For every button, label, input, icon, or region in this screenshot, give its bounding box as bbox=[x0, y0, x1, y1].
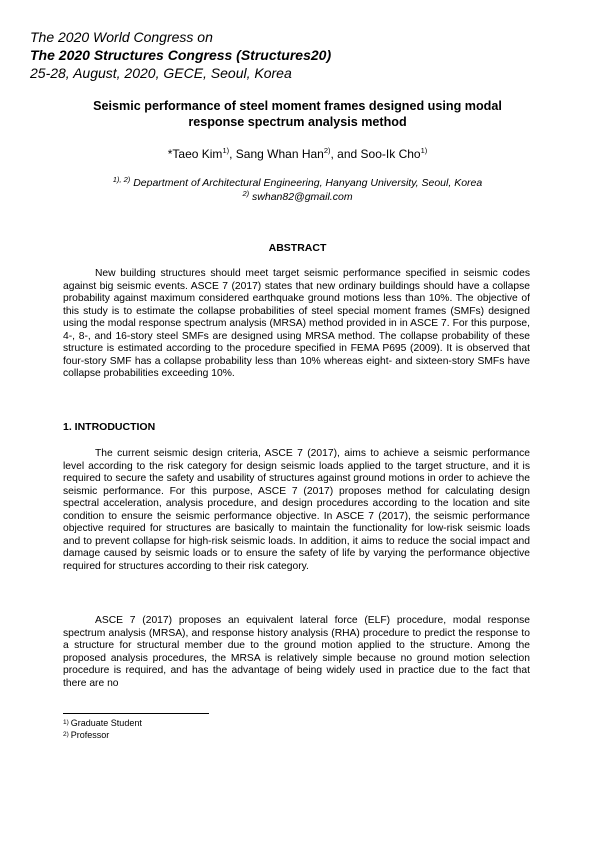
email-line bbox=[60, 190, 535, 204]
abstract-text: New building structures should meet target seismic performance specified in seismic codes against big seismic events. ASCE 7 (2017) states that new ordinary buildings should have a collapse probability against maximum considered earthquake ground motions less than 10%. The objective of this study is to estimate the collapse probabilities of steel special moment frames (SMFs) designed using the modal response spectrum analysis (MRSA) method provided in in ASCE 7. For this purpose, 4-, 8-, and 16-story steel SMFs are designed using MRSA method. The collapse probability of these structure is estimated according to the procedure specified in FEMA P695 (2009). It is observed that four-story SMF has a collapse probability less than 10% whereas eight- and sixteen-story SMFs have collapse probabilities exceeding 10%. bbox=[63, 268, 530, 379]
conference-header bbox=[30, 28, 570, 82]
footnote-divider bbox=[63, 713, 209, 714]
footnote-2 bbox=[63, 730, 109, 741]
title-line-1: Seismic performance of steel moment frames designed using modal bbox=[93, 99, 502, 113]
footnote-2-mark: 2) bbox=[63, 731, 69, 738]
conference-line-2: The 2020 Structures Congress (Structures20) bbox=[30, 47, 332, 63]
paper-title bbox=[60, 98, 535, 130]
affiliation-mark: 1), 2) bbox=[112, 175, 131, 184]
author-2: Sang Whan Han bbox=[235, 147, 324, 161]
footnote-1-mark: 1) bbox=[63, 719, 69, 726]
footnote-2-text: Professor bbox=[70, 730, 110, 740]
author-1: *Taeo Kim bbox=[167, 147, 223, 161]
email-mark: 2) bbox=[242, 189, 250, 198]
author-separator: , and bbox=[330, 147, 361, 161]
author-3-mark: 1) bbox=[420, 146, 428, 155]
introduction-paragraph-2: ASCE 7 (2017) proposes an equivalent lateral force (ELF) procedure, modal response spectrum analysis (MRSA), and response history analysis (RHA) procedure to predict the response to a structure for structural member due to the ground motion applied to the structure. Among the proposed analysis procedures, the MRSA is relatively simple because no ground motion selection procedure is required, and has the advantage of being widely used in practice due to the fact that there are no bbox=[63, 615, 530, 689]
affiliation-text: Department of Architectural Engineering, Hanyang University, Seoul, Korea bbox=[130, 177, 483, 189]
introduction-paragraph-1: The current seismic design criteria, ASCE 7 (2017), aims to achieve a seismic performance level according to the risk category for design seismic loads applied to the target structure, and it is required to secure the safety and usability of structures against ground motions in order to achieve the seismic performance. For this purpose, ASCE 7 (2017) proposes method for calculating design spectral acceleration, analysis procedure, and design procedures according to the location and site condition to ensure the seismic performance objective. In ASCE 7 (2017), the seismic performance objective required for structures are basically to maintain the functionality for low-risk seismic loads and to prevent collapse for high-risk seismic loads. In addition, it aims to reduce the social impact and damage caused by seismic loads or to ensure the safety of life by varying the performance objective required for structures according to their risk category. bbox=[63, 448, 530, 572]
affiliation-block bbox=[60, 176, 535, 204]
abstract-heading: ABSTRACT bbox=[268, 242, 327, 254]
introduction-heading: 1. INTRODUCTION bbox=[63, 421, 156, 433]
footnote-1 bbox=[63, 718, 142, 729]
author-list bbox=[60, 146, 535, 162]
conference-line-1: The 2020 World Congress on bbox=[30, 29, 213, 45]
title-line-2: response spectrum analysis method bbox=[188, 115, 407, 129]
author-2-mark: 2) bbox=[323, 146, 331, 155]
email-text: swhan82@gmail.com bbox=[249, 191, 353, 203]
author-1-mark: 1) bbox=[222, 146, 230, 155]
conference-line-3: 25-28, August, 2020, GECE, Seoul, Korea bbox=[30, 65, 292, 81]
footnote-1-text: Graduate Student bbox=[70, 718, 142, 728]
author-3: Soo-Ik Cho bbox=[360, 147, 421, 161]
author-separator: , bbox=[229, 147, 236, 161]
affiliation-line bbox=[60, 176, 535, 190]
